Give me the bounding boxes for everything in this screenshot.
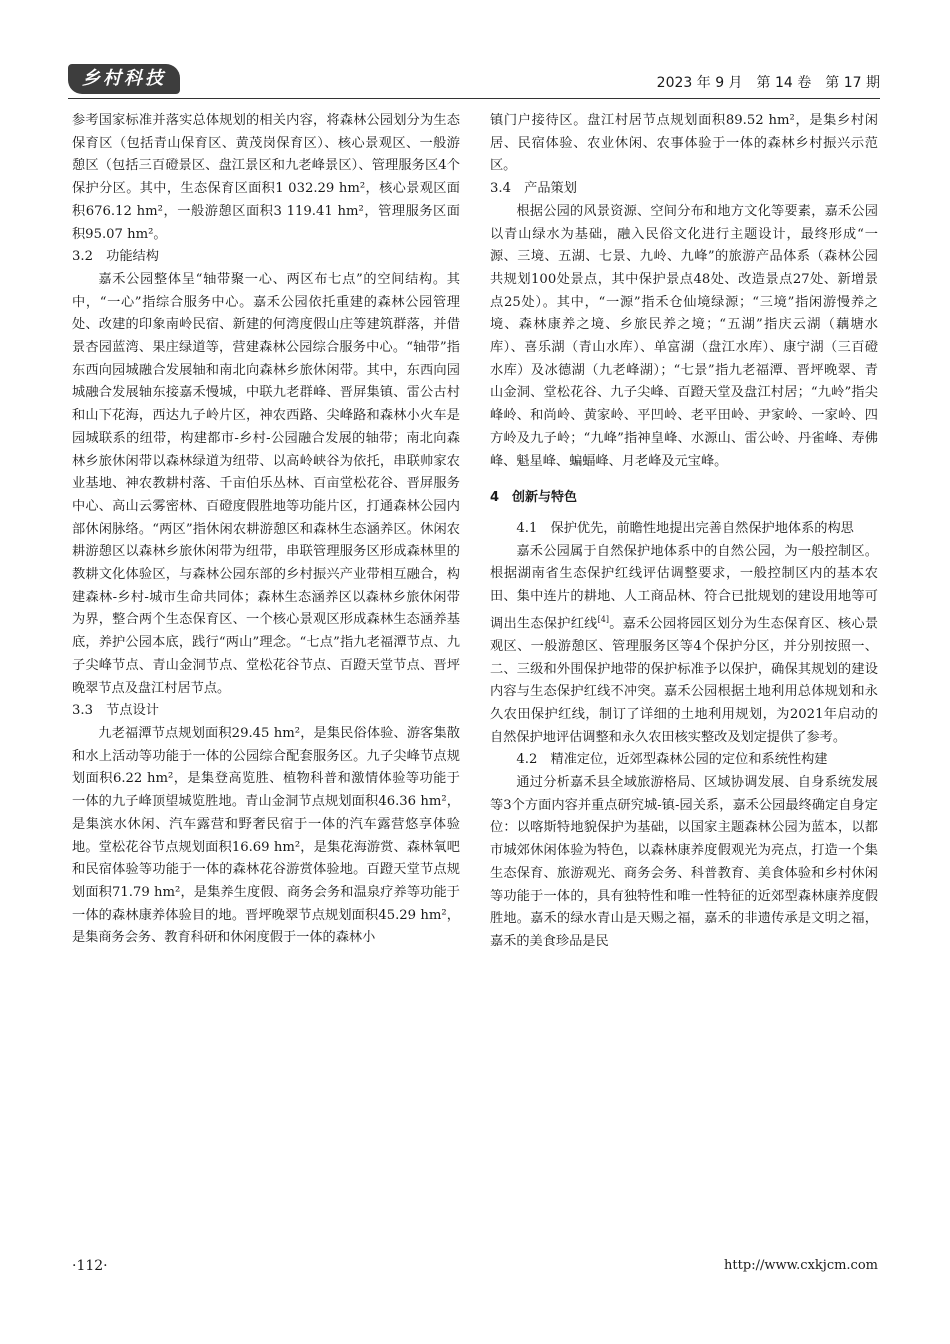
journal-logo: 乡村科技 xyxy=(68,64,180,94)
paragraph: 嘉禾公园整体呈“轴带聚一心、两区布七点”的空间结构。其中，“一心”指综合服务中心。嘉禾公园依托重建的森林公园管理处、改建的印象南岭民宿、新建的何湾度假山庄等建筑群落，并借景杏园蓝湾、果庄绿道等，营建森林公园综合服务中心。“轴带”指东西向园城融合发展轴和南北向森林乡旅休闲带。其中，东西向园城融合发展轴东接嘉禾慢城，中联九老群峰、晋屏集镇、雷公古村和山下花海，西达九子岭片区，神农西路、尖峰路和森林小火车是园城联系的纽带，构建都市-乡村-公园融合发展的轴带；南北向森林乡旅休闲带以森林绿道为纽带、以高岭峡谷为依托，串联帅家农业基地、神农教耕村落、千亩伯乐丛林、百亩堂松花谷、晋屏服务中心、高山云雾密林、百磴度假胜地等功能片区，打通森林公园内部休闲脉络。“两区”指休闲农耕游憩区和森林生态涵养区。休闲农耕游憩区以森林乡旅休闲带为纽带，串联管理服务区形成森林里的教耕文化体验区，与森林公园东部的乡村振兴产业带相互融合，构建森林-乡村-城市生命共同体；森林生态涵养区以森林乡旅休闲带为界，整合两个生态保育区、一个核心景观区形成森林生态涵养基底，养护公园本底，践行“两山”理念。“七点”指九老福潭节点、九子尖峰节点、青山金洞节点、堂松花谷节点、百蹬天堂节点、晋坪晚翠节点及盘江村居节点。 xyxy=(72,271,460,696)
section-heading-3-2: 3.2 功能结构 xyxy=(72,249,159,265)
paragraph xyxy=(490,541,878,750)
paragraph-text: 。嘉禾公园将园区划分为生态保育区、核心景观区、一般游憩区、管理服务区等4个保护分区，并分别按照一、二、三级和外围保护地带的保护标准予以保护，确保其规划的建设内容与生态保护红线不冲突。嘉禾公园根据土地利用总体规划和永久农田保护红线，制订了详细的土地利用规划，为2021年启动的自然保护地评估调整和永久农田核实整改及划定提供了参考。 xyxy=(490,616,879,745)
paragraph-text: 嘉禾公园属于自然保护地体系中的自然公园，为一般控制区。根据湖南省生态保护红线评估调整要求，一般控制区内的基本农田、集中连片的耕地、人工商品林、符合已批规划的建设用地等可调出生态保护红线 xyxy=(490,543,878,632)
journal-url[interactable]: http://www.cxkjcm.com xyxy=(724,1258,878,1273)
citation-ref[interactable]: [4] xyxy=(597,614,609,624)
page-number: ·112· xyxy=(72,1258,108,1274)
page-header xyxy=(68,62,880,100)
section-heading-3-3: 3.3 节点设计 xyxy=(72,703,159,719)
section-heading-4: 4 创新与特色 xyxy=(490,490,578,506)
right-column xyxy=(490,110,878,954)
header-rule xyxy=(68,98,880,99)
paragraph: 根据公园的风景资源、空间分布和地方文化等要素，嘉禾公园以青山绿水为基础，融入民俗文化进行主题设计，最终形成“一源、三境、五湖、七景、九岭、九峰”的旅游产品体系（森林公园共规划100处景点，其中保护景点48处、改造景点27处、新增景点25处）。其中，“一源”指禾仓仙境绿源；“三境”指闲游慢养之境、森林康养之境、乡旅民养之境；“五湖”指庆云湖（藕塘水库）、喜乐湖（青山水库）、单富湖（盘江水库）、康宁湖（三百磴水库）及冰德湖（九老峰湖）；“七景”指九老福潭、晋坪晚翠、青山金洞、堂松花谷、九子尖峰、百蹬天堂及盘江村居；“九岭”指尖峰岭、和尚岭、黄家岭、平凹岭、老平田岭、尹家岭、一家岭、四方岭及九子岭；“九峰”指神皇峰、水源山、雷公岭、丹雀峰、寿佛峰、魁星峰、蝙蝠峰、月老峰及元宝峰。 xyxy=(490,203,878,469)
issue-info: 2023 年 9 月 第 14 卷 第 17 期 xyxy=(656,75,880,91)
section-heading-4-2: 4.2 精准定位，近郊型森林公园的定位和系统性构建 xyxy=(516,752,828,768)
paragraph: 参考国家标准并落实总体规划的相关内容，将森林公园划分为生态保育区（包括青山保育区、黄茂岗保育区）、核心景观区、一般游憩区（包括三百磴景区、盘江景区和九老峰景区）、管理服务区4个保护分区。其中，生态保育区面积1 032.29 hm²，核心景观区面积676.12 hm²，一般游憩区面积3 119.41 hm²，管理服务区面积95.07 hm²。 xyxy=(72,113,460,242)
section-heading-4-1: 4.1 保护优先，前瞻性地提出完善自然保护地体系的构思 xyxy=(516,520,854,536)
paragraph: 九老福潭节点规划面积29.45 hm²，是集民俗体验、游客集散和水上活动等功能于一体的公园综合配套服务区。九子尖峰节点规划面积6.22 hm²，是集登高览胜、植物科普和激情体验等功能于一体的九子峰顶望城览胜地。青山金洞节点规划面积46.36 hm²，是集滨水休闲、汽车露营和野奢民宿于一体的汽车露营悠享体验地。堂松花谷节点规划面积16.69 hm²，是集花海游赏、森林氧吧和民宿体验等功能于一体的森林花谷游赏体验地。百蹬天堂节点规划面积71.79 hm²，是集养生度假、商务会务和温泉疗养等功能于一体的森林康养体验目的地。晋坪晚翠节点规划面积45.29 hm²，是集商务会务、教育科研和休闲度假于一体的森林小 xyxy=(72,725,460,946)
left-column xyxy=(72,110,460,950)
paragraph: 通过分析嘉禾县全域旅游格局、区域协调发展、自身系统发展等3个方面内容并重点研究城-镇-园关系，嘉禾公园最终确定自身定位：以喀斯特地貌保护为基础，以国家主题森林公园为蓝本，以都市城郊休闲体验为特色，以森林康养度假观光为亮点，打造一个集生态保育、旅游观光、商务会务、科普教育、美食体验和乡村休闲等功能于一体的，具有独特性和唯一性特征的近郊型森林康养度假胜地。嘉禾的绿水青山是天赐之福，嘉禾的非遗传承是文明之福，嘉禾的美食珍品是民 xyxy=(490,775,878,949)
section-heading-3-4: 3.4 产品策划 xyxy=(490,181,577,197)
paragraph: 镇门户接待区。盘江村居节点规划面积89.52 hm²，是集乡村闲居、民宿体验、农业休闲、农事体验于一体的森林乡村振兴示范区。 xyxy=(490,113,878,174)
